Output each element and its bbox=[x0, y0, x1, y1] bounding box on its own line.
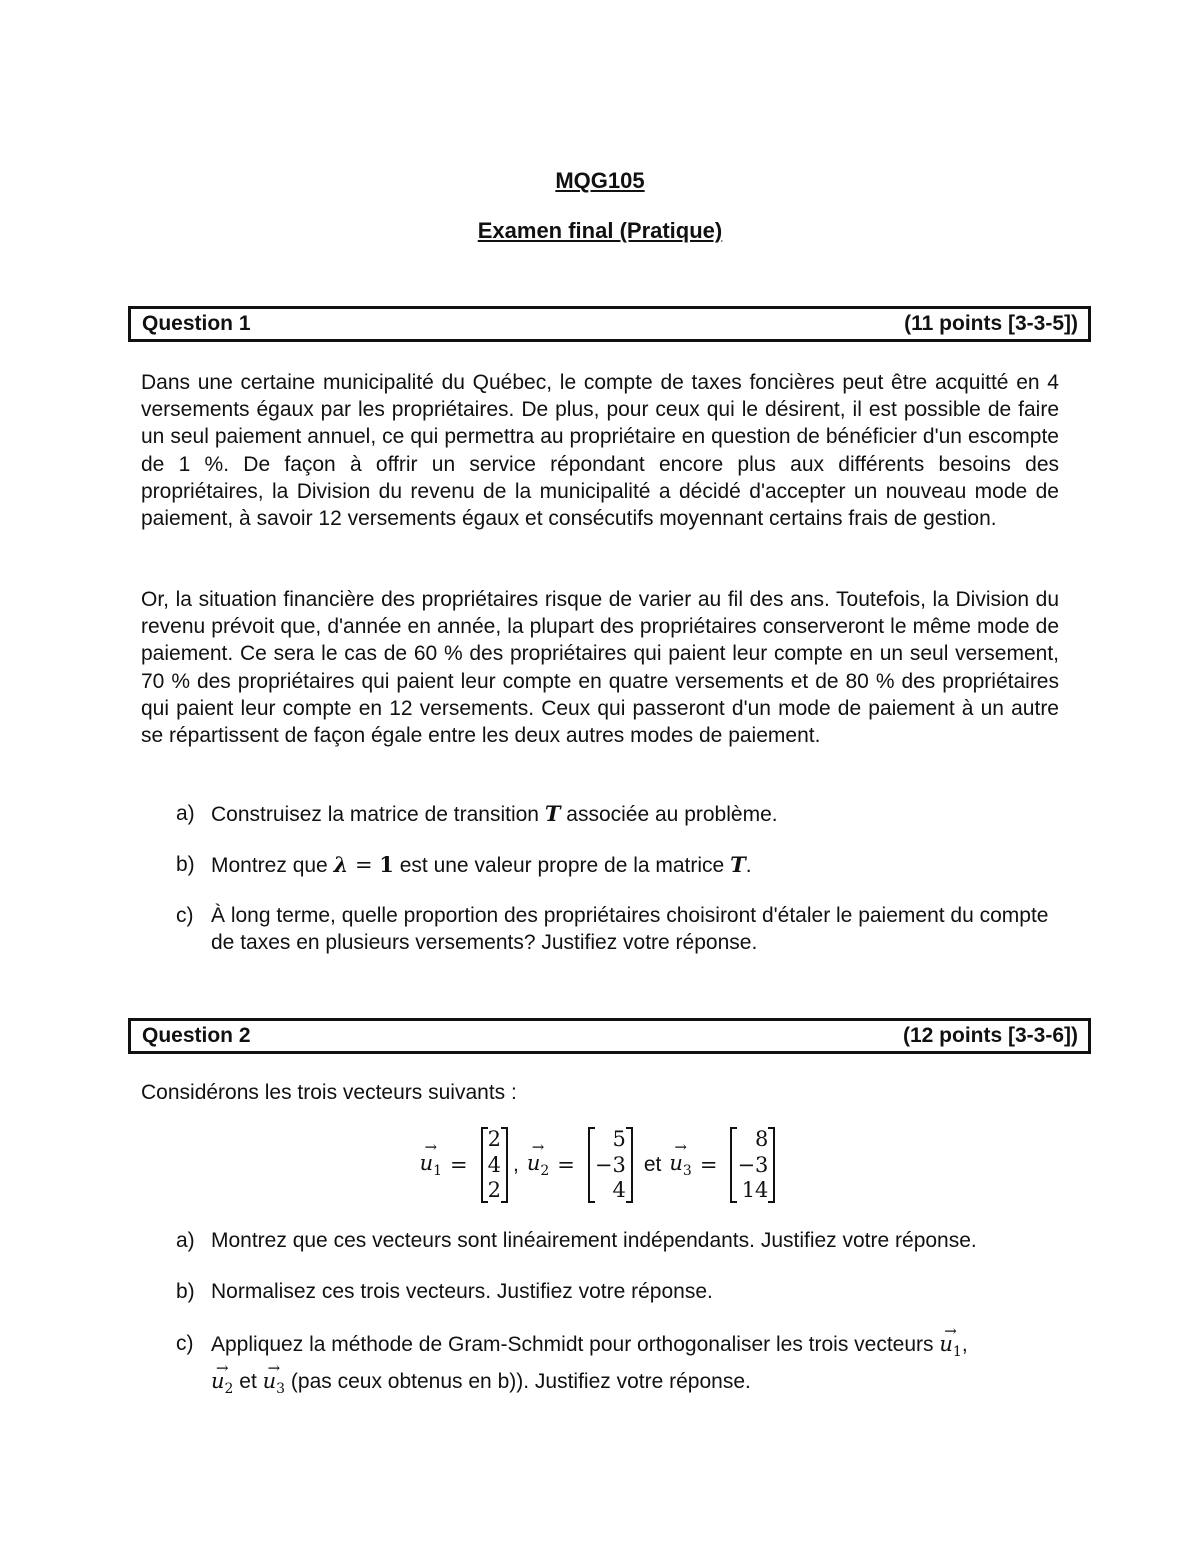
vector-u2-symbol: → $u_2$ bbox=[527, 1151, 549, 1179]
question-2-label: Question 2 bbox=[142, 1024, 251, 1047]
question-2-intro: Considérons les trois vecteurs suivants : bbox=[141, 1081, 517, 1104]
vector-u2-symbol: → $u_2$ bbox=[211, 1367, 233, 1404]
vector-u3-matrix: 8 −3 14 bbox=[730, 1127, 775, 1203]
exam-page: MQG105 Examen final (Pratique) Question 1 (11 points [3-3-5]) Dans une certaine municipalité du Québec, le compte de taxes foncières peut être acquitté en 4 versements égaux par les propriétaires. De plus, pour ceux qui le désirent, il est possible de faire un seul paiement annuel, ce qui permettra au propriétaire en question de bénéficier d'un escompte de 1 %. De façon à offrir un service répondant encore plus aux différents besoins des propriétaires, la Division du revenu de la municipalité a décidé d'accepter un nouveau mode de paiement, à savoir 12 versements égaux et consécutifs moyennant certains frais de gestion. Or, la situation financière des propriétaires risque de varier au fil des ans. Toutefois, la Division du revenu prévoit que, d'année en année, la plupart des propriétaires conserveront le même mode de paiement. Ce sera le cas de 60 % des propriétaires qui paient leur compte en un seul versement, 70 % des propriétaires qui paient leur compte en quatre versements et de 80 % des propriétaires qui paient leur compte en 12 versements. Ceux qui passeront d'un mode de paiement à un autre se répartissent de façon égale entre les deux autres modes de paiement. a) Construisez la matrice de transition T associée au problème. b) Montrez que λ = 1 est une valeur propre de la matrice T. c) À long terme, quelle proportion des propriétaires choisiront d'étaler le paiement du compte de taxes en plusieurs versements? Justifiez votre réponse. Question 2 (12 points [3-3-6]) Considérons les trois vecteurs suivants : → $u_1$ = 2 4 2 , → $u_2$ = 5 −3 4 et → $u_3$ = 8 −3 14 a) Montrez que ces vecteurs sont linéairement indépendants. Justifiez votre réponse. b) Normalisez ces trois vecteurs. Justifiez votre réponse. c) Appliquez la méthode de Gram-Schmidt pour orthogonaliser les trois vecteurs → $u_1$, → $u_2$ et → $u_3$ (pas ceux obtenus en b)). Justifiez votre réponse. bbox=[0, 0, 1200, 1553]
question-1-header bbox=[128, 306, 1091, 342]
course-code: MQG105 bbox=[555, 168, 645, 193]
vector-u3-symbol: → $u_3$ bbox=[263, 1367, 285, 1404]
question-1-points: (11 points [3-3-5]) bbox=[904, 312, 1078, 335]
vector-u2-matrix: 5 −3 4 bbox=[588, 1127, 633, 1203]
vector-u1-symbol: → $u_1$ bbox=[939, 1330, 961, 1367]
lambda-symbol: λ bbox=[333, 852, 349, 877]
matrix-T-symbol: T bbox=[544, 801, 561, 826]
vector-u1-matrix: 2 4 2 bbox=[481, 1127, 508, 1203]
vector-u3-symbol: → $u_3$ bbox=[669, 1151, 691, 1179]
question-1-paragraph-2: Or, la situation financière des propriétaires risque de varier au fil des ans. Toutefois, la Division du revenu prévoit que, d'année en année, la plupart des propriétaires conserveront le même mode de paiement. Ce sera le cas de 60 % des propriétaires qui paient leur compte en un seul versement, 70 % des propriétaires qui paient leur compte en quatre versements et de 80 % des propriétaires qui paient leur compte en 12 versements. Ceux qui passeront d'un mode de paiement à un autre se répartissent de façon égale entre les deux autres modes de paiement. bbox=[141, 588, 1059, 748]
vector-definitions: → $u_1$ = 2 4 2 , → $u_2$ = 5 −3 4 et → $u_3$ = 8 −3 14 bbox=[0, 1124, 1200, 1206]
vector-u1-symbol: → $u_1$ bbox=[420, 1151, 442, 1179]
question-2-points: (12 points [3-3-6]) bbox=[902, 1024, 1078, 1047]
question-1-paragraph-1: Dans une certaine municipalité du Québec, le compte de taxes foncières peut être acquitté en 4 versements égaux par les propriétaires. De plus, pour ceux qui le désirent, il est possible de faire un seul paiement annuel, ce qui permettra au propriétaire en question de bénéficier d'un escompte de 1 %. De façon à offrir un service répondant encore plus aux différents besoins des propriétaires, la Division du revenu de la municipalité a décidé d'accepter un nouveau mode de paiement, à savoir 12 versements égaux et consécutifs moyennant certains frais de gestion. bbox=[141, 371, 1059, 531]
matrix-T-symbol: T bbox=[730, 852, 746, 877]
question-2-header bbox=[128, 1018, 1091, 1054]
question-1-label: Question 1 bbox=[142, 312, 251, 335]
exam-title: Examen final (Pratique) bbox=[477, 218, 723, 243]
